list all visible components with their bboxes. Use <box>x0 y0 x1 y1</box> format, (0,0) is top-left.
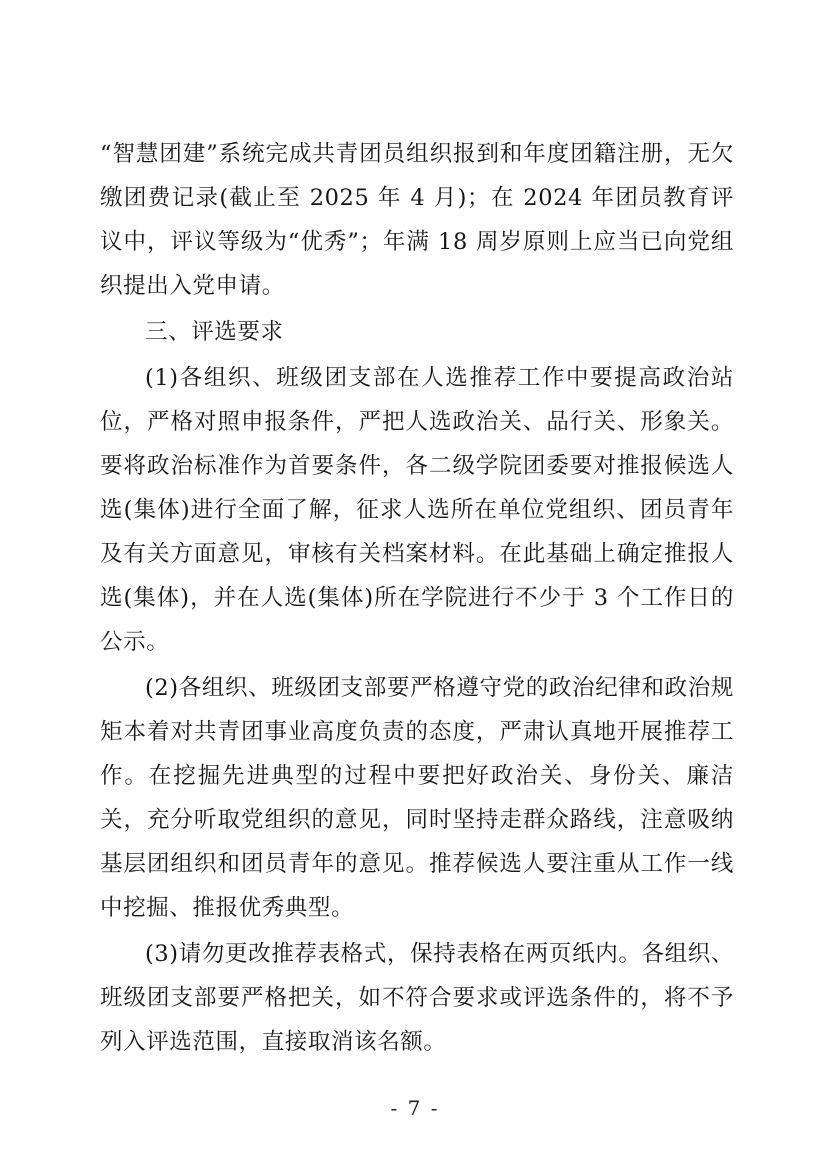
paragraph-intro: “智慧团建”系统完成共青团员组织报到和年度团籍注册，无欠缴团费记录(截止至 2025 年 4 月)；在 2024 年团员教育评议中，评议等级为“优秀”；年满 18 周岁原则上应当已向党组织提出入党申请。 <box>100 141 734 299</box>
document-body <box>100 132 734 1066</box>
paragraph-section-heading: 三、评选要求 <box>145 319 284 345</box>
page-number-footer: - 7 - <box>390 1096 440 1120</box>
paragraph-item-3: (3)请勿更改推荐表格式，保持表格在两页纸内。各组织、班级团支部要严格把关，如不符合要求或评选条件的，将不予列入评选范围，直接取消该名额。 <box>100 941 734 1055</box>
paragraph-item-2: (2)各组织、班级团支部要严格遵守党的政治纪律和政治规矩本着对共青团事业高度负责的态度，严肃认真地开展推荐工作。在挖掘先进典型的过程中要把好政治关、身份关、廉洁关，充分听取党组织的意见，同时坚持走群众路线，注意吸纳基层团组织和团员青年的意见。推荐候选人要注重从工作一线中挖掘、推报优秀典型。 <box>100 675 734 921</box>
paragraph-item-1: (1)各组织、班级团支部在人选推荐工作中要提高政治站位，严格对照申报条件，严把人选政治关、品行关、形象关。要将政治标准作为首要条件，各二级学院团委要对推报候选人选(集体)进行全面了解，征求人选所在单位党组织、团员青年及有关方面意见，审核有关档案材料。在此基础上确定推报人选(集体)，并在人选(集体)所在学院进行不少于 3 个工作日的公示。 <box>100 365 734 655</box>
